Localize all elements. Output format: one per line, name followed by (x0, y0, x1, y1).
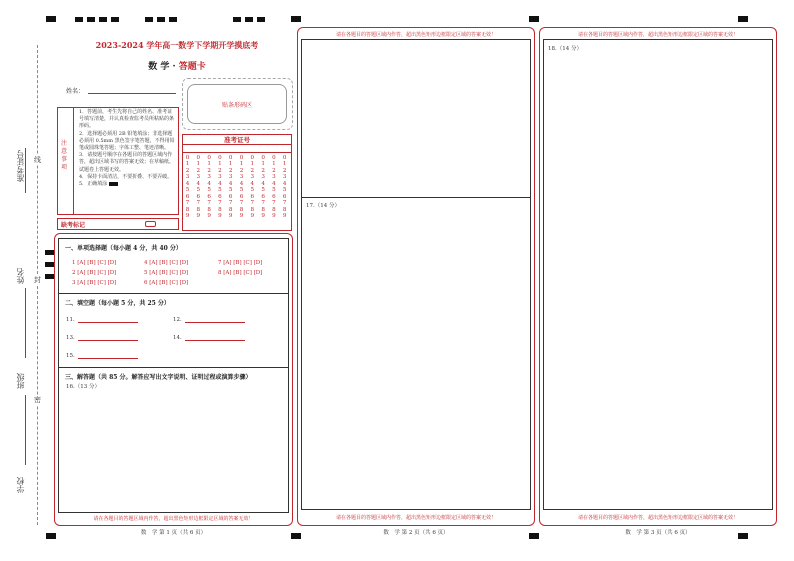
admission-digit-bubble[interactable]: 7 (218, 200, 222, 207)
timing-mark (45, 262, 54, 267)
filled-sample-mark (109, 182, 118, 186)
notes-list (79, 109, 177, 188)
admission-digit-column (205, 155, 214, 220)
subject-title (62, 59, 292, 72)
admission-digit-bubble[interactable]: 2 (272, 167, 276, 174)
timing-mark (233, 17, 241, 22)
blank-q15-label: 15. (66, 353, 75, 359)
admission-digit-bubble[interactable]: 9 (196, 213, 201, 220)
admission-digit-bubble[interactable]: 3 (272, 174, 276, 181)
section1-heading: 一、单项选择题（每小题 4 分，共 40 分） (65, 245, 182, 252)
binding-dashed-line (37, 45, 38, 525)
admission-digit-bubble[interactable]: 8 (218, 206, 222, 213)
admission-digit-bubble[interactable]: 7 (261, 200, 265, 207)
notes-label: 注意事项 (61, 140, 68, 171)
timing-mark (87, 17, 95, 22)
admission-digit-column (259, 155, 268, 220)
section-divider (58, 367, 289, 368)
admission-digit-bubble[interactable]: 8 (196, 206, 201, 213)
admission-digit-bubble[interactable]: 7 (282, 200, 287, 207)
timing-mark (529, 16, 539, 22)
timing-mark (157, 17, 165, 22)
side-label-school: 学校 (16, 477, 25, 493)
admission-digit-bubble[interactable]: 2 (228, 167, 233, 174)
admission-digit-bubble[interactable]: 6 (239, 193, 244, 200)
admission-digit-bubble[interactable]: 4 (196, 180, 201, 187)
admission-digit-bubble[interactable]: 5 (228, 187, 233, 194)
answer-card-label: 答题卡 (178, 62, 206, 72)
admission-digit-column (280, 155, 289, 220)
admission-digit-bubble[interactable]: 3 (239, 174, 244, 181)
admission-digit-bubble[interactable]: 9 (218, 213, 222, 220)
choice-q7[interactable]: 7 [A] [B] [C] [D] (218, 260, 263, 266)
q17-label: 17.（14 分） (306, 203, 340, 209)
admission-digit-bubble[interactable]: 4 (228, 180, 233, 187)
page3-notice-top: 请在各题目的答题区域内作答，超出黑色矩形边框限定区域的答案无效！ (577, 32, 738, 38)
timing-mark (99, 17, 107, 22)
admission-digit-bubble[interactable]: 3 (185, 174, 190, 181)
admission-digit-bubble[interactable]: 5 (196, 187, 201, 194)
section2-heading: 二、填空题（每小题 5 分，共 25 分） (65, 300, 170, 307)
side-label-admission-no: 准考证号 (16, 150, 25, 182)
side-underline (25, 148, 26, 193)
admission-digit-bubble[interactable]: 5 (207, 187, 211, 194)
blank-q13-field[interactable] (78, 340, 138, 341)
page2-notice-bottom: 请在各题目的答题区域内作答，超出黑色矩形边框限定区域的答案无效！ (335, 515, 496, 521)
admission-digit-bubble[interactable]: 4 (272, 180, 276, 187)
notes-item: 3．请按题号顺序在各题目的答题区域内作答，超出区域书写的答案无效；在草稿纸、试题卷上答题无效。 (79, 152, 175, 173)
admission-digit-bubble[interactable]: 0 (282, 155, 287, 161)
section-divider (58, 293, 289, 294)
subject-name: 数 学 · (148, 62, 179, 72)
admission-digit-bubble[interactable]: 7 (272, 200, 276, 207)
admission-digit-bubble[interactable]: 0 (228, 155, 233, 161)
admission-digit-bubble[interactable]: 4 (261, 180, 265, 187)
admission-digit-bubble[interactable]: 6 (185, 193, 190, 200)
admission-digit-bubble[interactable]: 6 (261, 193, 265, 200)
timing-mark (245, 17, 253, 22)
admission-digit-bubble[interactable]: 6 (207, 193, 211, 200)
blank-q12-label: 12. (173, 317, 182, 323)
admission-digit-bubble[interactable]: 7 (250, 200, 255, 207)
admission-digit-bubble[interactable]: 7 (185, 200, 190, 207)
admission-digit-bubble[interactable]: 2 (218, 167, 222, 174)
admission-digit-bubble[interactable]: 1 (196, 161, 201, 168)
page1-footer: 数 学 第 1 页（共 6 页） (140, 530, 207, 536)
admission-digit-bubble[interactable]: 1 (261, 161, 265, 168)
side-underline (25, 395, 26, 465)
absent-label: 缺考标记 (61, 222, 86, 229)
admission-digit-bubble[interactable]: 8 (272, 206, 276, 213)
admission-digit-bubble[interactable]: 9 (282, 213, 287, 220)
absent-checkbox[interactable] (145, 221, 156, 227)
timing-mark (46, 16, 56, 22)
admission-digit-bubble[interactable]: 6 (250, 193, 255, 200)
admission-digit-bubble[interactable]: 9 (239, 213, 244, 220)
choice-q5[interactable]: 5 [A] [B] [C] [D] (144, 270, 189, 276)
admission-digit-bubble[interactable]: 4 (185, 180, 190, 187)
timing-mark (45, 250, 54, 255)
admission-digit-bubble[interactable]: 1 (218, 161, 222, 168)
blank-q13-label: 13. (66, 335, 75, 341)
admission-digit-column (237, 155, 246, 220)
admission-digit-column (194, 155, 203, 220)
timing-mark (291, 16, 301, 22)
side-mark-secret: 密 (34, 396, 41, 404)
admission-digit-bubble[interactable]: 2 (261, 167, 265, 174)
admission-digit-bubble[interactable]: 1 (185, 161, 190, 168)
choice-q2[interactable]: 2 [A] [B] [C] [D] (72, 270, 117, 276)
name-field[interactable] (88, 93, 176, 94)
admission-digit-bubble[interactable]: 6 (196, 193, 201, 200)
timing-mark (75, 17, 83, 22)
admission-digit-bubble[interactable]: 6 (272, 193, 276, 200)
admission-digit-bubble[interactable]: 9 (228, 213, 233, 220)
admission-digit-column (183, 155, 192, 220)
admission-digit-bubble[interactable]: 9 (272, 213, 276, 220)
blank-q11-label: 11. (66, 317, 75, 323)
admission-write-row (182, 145, 292, 153)
timing-mark (111, 17, 119, 22)
admission-digit-bubble[interactable]: 0 (207, 155, 211, 161)
admission-digit-bubble[interactable]: 8 (239, 206, 244, 213)
admission-digit-bubble[interactable]: 7 (228, 200, 233, 207)
page3-footer: 数 学 第 3 页（共 6 页） (625, 530, 691, 536)
admission-digit-bubble[interactable]: 5 (185, 187, 190, 194)
admission-digit-bubble[interactable]: 9 (185, 213, 190, 220)
notes-item: 4．保持卡面清洁，不要折叠、不要弄破。 (79, 173, 173, 180)
admission-digit-bubble[interactable]: 7 (196, 200, 201, 207)
page3-notice-bottom: 请在各题目的答题区域内作答，超出黑色矩形边框限定区域的答案无效！ (577, 515, 738, 521)
admission-digit-bubble[interactable]: 0 (218, 155, 222, 161)
admission-digit-bubble[interactable]: 3 (282, 174, 287, 181)
side-underline (25, 288, 26, 358)
admission-digit-bubble[interactable]: 0 (272, 155, 276, 161)
q16-answer-area[interactable] (60, 390, 287, 510)
admission-digit-bubble[interactable]: 0 (196, 155, 201, 161)
admission-digit-bubble[interactable]: 9 (207, 213, 211, 220)
admission-digit-bubble[interactable]: 5 (261, 187, 265, 194)
admission-digit-bubble[interactable]: 3 (196, 174, 201, 181)
blank-q12-field[interactable] (185, 322, 245, 323)
admission-digit-bubble[interactable]: 3 (250, 174, 255, 181)
admission-digit-bubble[interactable]: 1 (239, 161, 244, 168)
admission-digit-bubble[interactable]: 1 (207, 161, 211, 168)
timing-mark (169, 17, 177, 22)
admission-digit-bubble[interactable]: 6 (282, 193, 287, 200)
admission-title: 准考证号 (182, 135, 292, 145)
notes-item: 2．选择题必须用 2B 铅笔填涂；非选择题必须用 0.5mm 黑色签字笔答题，不得用铅笔或圆珠笔答题；字体工整、笔迹清晰。 (79, 130, 175, 152)
admission-digit-bubble[interactable]: 3 (261, 174, 265, 181)
exam-title: 2023-2024 学年高一数学下学期开学摸底考 (95, 40, 259, 50)
choice-q1[interactable]: 1 [A] [B] [C] [D] (72, 260, 117, 266)
page2-notice-top: 请在各题目的答题区域内作答，超出黑色矩形边框限定区域的答案无效！ (335, 32, 496, 38)
timing-mark (738, 16, 748, 22)
admission-digit-bubble[interactable]: 9 (250, 213, 255, 220)
q16-label: 16.（13 分） (66, 384, 100, 390)
admission-digit-column (226, 155, 235, 220)
admission-digit-bubble[interactable]: 5 (282, 187, 287, 194)
admission-digit-bubble[interactable]: 1 (250, 161, 255, 168)
admission-digit-bubble[interactable]: 8 (228, 206, 233, 213)
admission-digit-bubble[interactable]: 2 (282, 167, 287, 174)
timing-mark (257, 17, 265, 22)
blank-q15-field[interactable] (78, 358, 138, 359)
admission-digit-column (248, 155, 257, 220)
timing-mark (145, 17, 153, 22)
notes-item-correct-fill: 5．正确填涂 (79, 181, 177, 188)
admission-digit-bubble[interactable]: 0 (261, 155, 265, 161)
section3-heading: 三、解答题（共 85 分。解答应写出文字说明、证明过程或演算步骤） (65, 374, 252, 381)
admission-digit-bubble[interactable]: 9 (261, 213, 265, 220)
q16-continued-area[interactable] (302, 40, 530, 196)
admission-digit-bubble[interactable]: 0 (250, 155, 255, 161)
admission-digit-bubble[interactable]: 1 (282, 161, 287, 168)
admission-digit-bubble[interactable]: 7 (207, 200, 211, 207)
admission-digit-column (269, 155, 278, 220)
admission-digit-bubble[interactable]: 5 (250, 187, 255, 194)
admission-digit-bubble[interactable]: 8 (250, 206, 255, 213)
side-mark-seal: 封 (34, 276, 41, 284)
admission-digit-bubble[interactable]: 2 (196, 167, 201, 174)
q18-label: 18.（14 分） (548, 46, 582, 52)
side-label-class: 班级 (16, 373, 25, 389)
admission-digit-bubble[interactable]: 2 (207, 167, 211, 174)
side-label-name: 姓名 (16, 268, 25, 284)
admission-digit-bubble[interactable]: 3 (228, 174, 233, 181)
admission-digit-bubble[interactable]: 6 (228, 193, 233, 200)
admission-digit-bubble[interactable]: 1 (272, 161, 276, 168)
admission-digit-bubble[interactable]: 7 (239, 200, 244, 207)
page1-notice: 请在各题目的答题区域内作答，超出黑色矩形边框限定区域的答案无效！ (93, 516, 254, 522)
admission-digit-bubble[interactable]: 2 (185, 167, 190, 174)
page2-footer: 数 学 第 2 页（共 6 页） (383, 530, 449, 536)
question-divider (301, 197, 531, 198)
admission-digit-bubble[interactable]: 8 (185, 206, 190, 213)
admission-digit-bubble[interactable]: 3 (207, 174, 211, 181)
admission-digit-bubble[interactable]: 6 (218, 193, 222, 200)
admission-digit-bubble[interactable]: 4 (218, 180, 222, 187)
barcode-label: 贴条形码区 (221, 102, 252, 109)
blank-q14-field[interactable] (185, 340, 245, 341)
admission-digit-bubble[interactable]: 0 (239, 155, 244, 161)
admission-digit-bubble[interactable]: 4 (282, 180, 287, 187)
side-mark-line: 线 (34, 156, 41, 164)
blank-q14-label: 14. (173, 335, 182, 341)
admission-digit-bubble[interactable]: 8 (282, 206, 287, 213)
q18-answer-area[interactable] (544, 54, 772, 508)
admission-digit-bubble[interactable]: 2 (250, 167, 255, 174)
q17-answer-area[interactable] (302, 210, 530, 508)
admission-digit-bubble[interactable]: 4 (250, 180, 255, 187)
admission-digit-bubble[interactable]: 5 (272, 187, 276, 194)
admission-digit-bubble[interactable]: 3 (218, 174, 222, 181)
choice-q4[interactable]: 4 [A] [B] [C] [D] (144, 260, 189, 266)
choice-q8[interactable]: 8 [A] [B] [C] [D] (218, 270, 263, 276)
admission-digit-bubble[interactable]: 2 (239, 167, 244, 174)
admission-digit-bubble[interactable]: 8 (261, 206, 265, 213)
choice-q3[interactable]: 3 [A] [B] [C] [D] (72, 280, 117, 286)
admission-digit-bubble[interactable]: 5 (218, 187, 222, 194)
admission-digit-bubble[interactable]: 0 (185, 155, 190, 161)
admission-digit-bubble[interactable]: 1 (228, 161, 233, 168)
blank-q11-field[interactable] (78, 322, 138, 323)
admission-digit-bubble[interactable]: 4 (207, 180, 211, 187)
timing-mark (45, 274, 54, 279)
name-label: 姓名： (66, 88, 85, 95)
choice-q6[interactable]: 6 [A] [B] [C] [D] (144, 280, 189, 286)
admission-digit-bubble[interactable]: 5 (239, 187, 244, 194)
admission-digit-bubble[interactable]: 4 (239, 180, 244, 187)
notes-item: 1．答题前，考生先将自己的姓名、准考证号填写清楚，并认真检查监考员所粘贴的条形码。 (79, 109, 175, 130)
admission-digit-column (215, 155, 224, 220)
admission-digit-bubble[interactable]: 8 (207, 206, 211, 213)
